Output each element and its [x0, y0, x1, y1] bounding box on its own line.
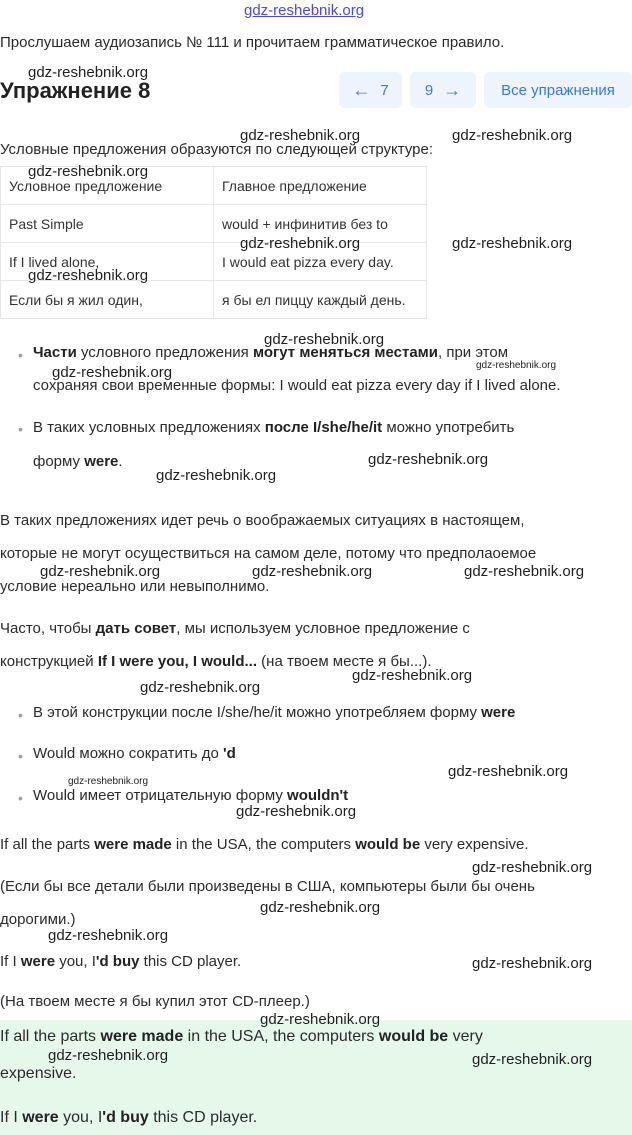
- table-cell: If I lived alone,: [1, 243, 214, 281]
- answer-line: If I were you, I'd buy this CD player.: [0, 1109, 258, 1126]
- all-exercises-label: Все упражнения: [501, 81, 615, 99]
- watermark: gdz-reshebnik.org: [452, 127, 573, 144]
- table-header-cell: Условное предложение: [1, 167, 214, 205]
- table-header-cell: Главное предложение: [214, 167, 427, 205]
- watermark: gdz-reshebnik.org: [448, 763, 569, 780]
- watermark: gdz-reshebnik.org: [28, 64, 149, 81]
- structure-intro: Условные предложения образуются по следующей структуре:: [0, 141, 434, 158]
- table-row: [1, 205, 427, 243]
- watermark: gdz-reshebnik.org: [68, 776, 149, 787]
- paragraph-line: условие нереально или невыполнимо.: [0, 578, 270, 595]
- watermark: gdz-reshebnik.org: [28, 163, 149, 180]
- bullet-item: Части условного предложения могут меняться местами, при этом: [33, 344, 509, 361]
- watermark: gdz-reshebnik.org: [464, 563, 585, 580]
- watermark: gdz-reshebnik.org: [52, 364, 173, 381]
- watermark: gdz-reshebnik.org: [264, 331, 385, 348]
- example-translation: (Если бы все детали были произведены в США, компьютеры были бы очень: [0, 878, 535, 895]
- bullet-item: В этой конструкции после I/she/he/it можно употребляем форму were: [33, 704, 516, 721]
- table-cell: Past Simple: [1, 205, 214, 243]
- example-sentence: If all the parts were made in the USA, the computers would be very expensive.: [0, 836, 529, 853]
- bullet-item: Would имеет отрицательную форму wouldn't: [33, 787, 349, 804]
- paragraph-line: В таких предложениях идет речь о воображаемых ситуациях в настоящем,: [0, 512, 525, 529]
- prev-exercise-button[interactable]: [339, 72, 402, 108]
- watermark: gdz-reshebnik.org: [252, 563, 373, 580]
- bullet-icon: •: [18, 707, 23, 723]
- intro-text: Прослушаем аудиозапись № 111 и прочитаем грамматическое правило.: [0, 34, 505, 51]
- watermark: gdz-reshebnik.org: [352, 667, 473, 684]
- watermark: gdz-reshebnik.org: [472, 1051, 593, 1068]
- all-exercises-button[interactable]: [484, 72, 632, 108]
- example-translation: дорогими.): [0, 911, 76, 928]
- exercise-title: Упражнение 8: [0, 78, 151, 103]
- watermark: gdz-reshebnik.org: [260, 1011, 381, 1028]
- watermark: gdz-reshebnik.org: [476, 360, 557, 371]
- next-exercise-label: 9: [424, 81, 434, 99]
- watermark: gdz-reshebnik.org: [48, 1047, 169, 1064]
- table-cell: я бы ел пиццу каждый день.: [214, 281, 427, 319]
- next-exercise-button[interactable]: [410, 72, 476, 108]
- arrow-right-icon: →: [443, 79, 462, 100]
- watermark: gdz-reshebnik.org: [156, 467, 277, 484]
- arrow-left-icon: ←: [352, 79, 371, 100]
- bullet-icon: •: [18, 421, 23, 437]
- watermark: gdz-reshebnik.org: [48, 927, 169, 944]
- table-cell: I would eat pizza every day.: [214, 243, 427, 281]
- watermark: gdz-reshebnik.org: [240, 235, 361, 252]
- watermark: gdz-reshebnik.org: [28, 267, 149, 284]
- watermark: gdz-reshebnik.org: [40, 563, 161, 580]
- answer-line: If all the parts were made in the USA, the computers would be very: [0, 1028, 483, 1045]
- watermark: gdz-reshebnik.org: [240, 127, 361, 144]
- bullet-icon: •: [18, 748, 23, 764]
- table-cell: would + инфинитив без to: [214, 205, 427, 243]
- bullet-item-line: сохраняя свои временные формы: I would eat pizza every day if I lived alone.: [33, 377, 561, 394]
- bullet-icon: •: [18, 347, 23, 363]
- table-row: [1, 281, 427, 319]
- paragraph-line: которые не могут осуществиться на самом деле, потому что предполаоемое: [0, 545, 537, 562]
- watermark: gdz-reshebnik.org: [236, 803, 357, 820]
- example-translation: (На твоем месте я бы купил этот CD-плеер.): [0, 993, 310, 1010]
- watermark: gdz-reshebnik.org: [472, 859, 593, 876]
- table-cell: Если бы я жил один,: [1, 281, 214, 319]
- prev-exercise-label: 7: [380, 81, 389, 99]
- rules-table: [0, 166, 427, 319]
- example-sentence: If I were you, I'd buy this CD player.: [0, 953, 242, 970]
- watermark: gdz-reshebnik.org: [472, 955, 593, 972]
- answer-line: expensive.: [0, 1065, 77, 1082]
- watermark: gdz-reshebnik.org: [368, 451, 489, 468]
- paragraph-line: конструкцией If I were you, I would... (на твоем месте я бы...).: [0, 653, 432, 670]
- bullet-item-line: форму were.: [33, 453, 123, 470]
- paragraph-line: Часто, чтобы дать совет, мы используем условное предложение с: [0, 620, 470, 637]
- bullet-item: В таких условных предложениях после I/she/he/it можно употребить: [33, 419, 515, 436]
- bullet-item: Would можно сократить до 'd: [33, 745, 236, 762]
- watermark: gdz-reshebnik.org: [140, 679, 261, 696]
- bullet-icon: •: [18, 790, 23, 806]
- watermark: gdz-reshebnik.org: [260, 899, 381, 916]
- site-link[interactable]: gdz-reshebnik.org: [244, 2, 365, 19]
- watermark: gdz-reshebnik.org: [452, 235, 573, 252]
